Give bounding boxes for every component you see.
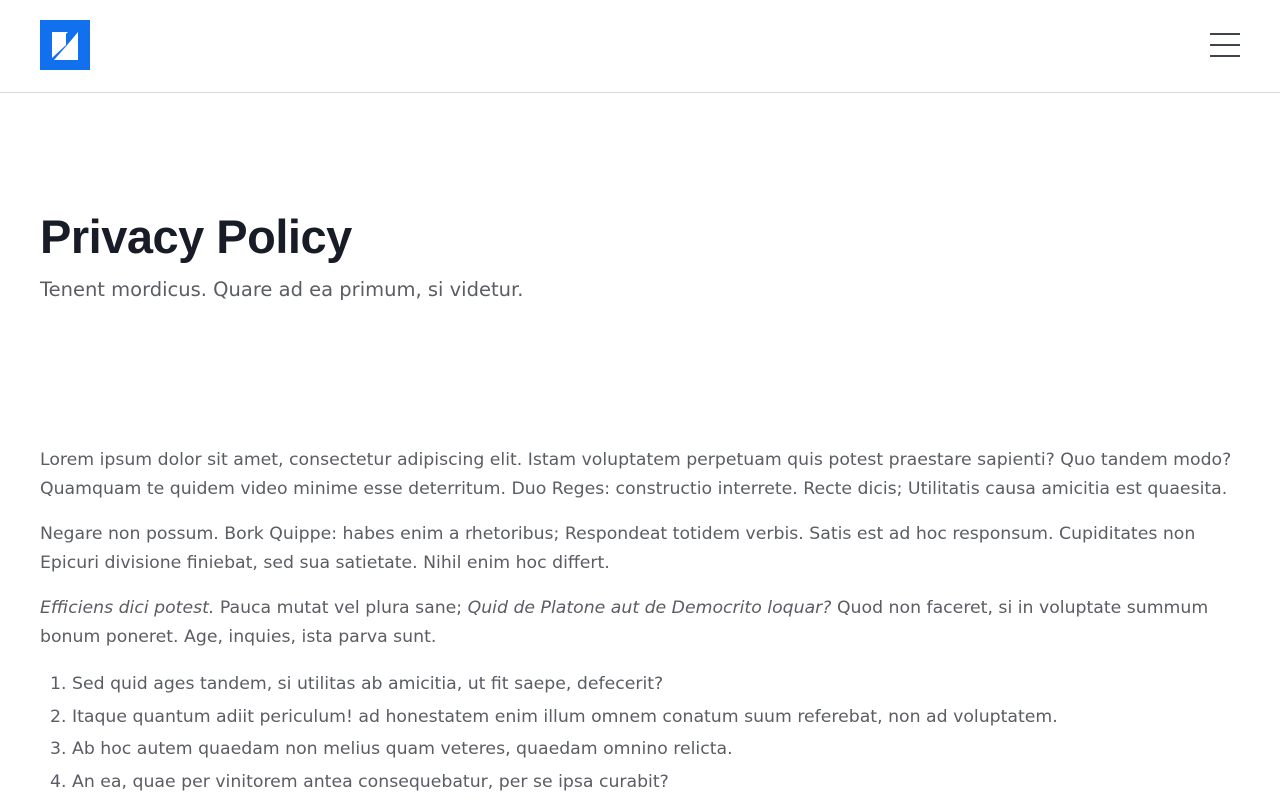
emphasis-text: Quid de Platone aut de Democrito loquar?: [467, 598, 832, 618]
paragraph: Lorem ipsum dolor sit amet, consectetur adipiscing elit. Istam voluptatem perpetuam quis potest praestare sapienti? Quo tandem modo? Quamquam te quidem video minime esse deterritum. Duo Reges: constructio interrete. Recte dicis; Utilitatis causa amicitia est quaesita.: [40, 450, 1232, 499]
paragraph-text: Pauca mutat vel plura sane;: [214, 598, 468, 618]
list-item: 4. An ea, quae per vinitorem antea consequebatur, per se ipsa curabit?: [72, 766, 1240, 799]
numbered-list: [40, 668, 1240, 798]
policy-content: [40, 446, 1240, 798]
page-subtitle: Tenent mordicus. Quare ad ea primum, si videtur.: [40, 278, 524, 301]
page-title: Privacy Policy: [40, 210, 352, 263]
hamburger-menu-button[interactable]: [1208, 30, 1242, 60]
list-item: 1. Sed quid ages tandem, si utilitas ab amicitia, ut fit saepe, defecerit?: [72, 668, 1240, 701]
hamburger-menu-icon: [1210, 55, 1240, 57]
paragraph: Negare non possum. Bork Quippe: habes enim a rhetoribus; Respondeat totidem verbis. Satis est ad hoc responsum. Cupiditates non Epicuri divisione finiebat, sed sua satietate. Nihil enim hoc differt.: [40, 524, 1196, 573]
hamburger-menu-icon: [1210, 33, 1240, 35]
logo-link[interactable]: [40, 20, 90, 70]
paragraph: [40, 594, 1240, 652]
list-item: 3. Ab hoc autem quaedam non melius quam veteres, quaedam omnino relicta.: [72, 733, 1240, 766]
k-logo-icon: [40, 20, 90, 70]
hamburger-menu-icon: [1210, 44, 1240, 46]
list-item: 2. Itaque quantum adiit periculum! ad honestatem enim illum omnem conatum suum referebat, non ad voluptatem.: [72, 701, 1240, 734]
site-header: [0, 0, 1280, 93]
emphasis-text: Efficiens dici potest.: [40, 598, 215, 618]
paragraph-text: Quod non faceret, si in voluptate summum bonum poneret. Age, inquies, ista parva sunt.: [40, 598, 1209, 647]
